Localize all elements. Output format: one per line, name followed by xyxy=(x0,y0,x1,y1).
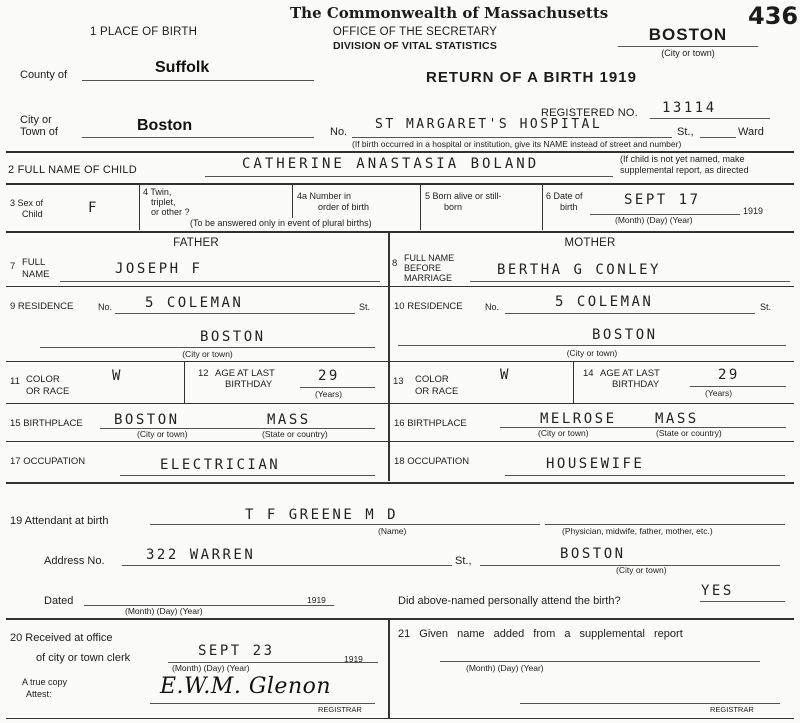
registered-label: REGISTERED NO. xyxy=(541,107,638,119)
mother-res-city-caption: (City or town) xyxy=(566,348,618,358)
registrar-label-left: REGISTRAR xyxy=(318,705,362,714)
mother-age-caption: (Years) xyxy=(705,388,733,398)
true-copy-label: A true copy xyxy=(22,677,68,687)
father-res-city-caption: (City or town) xyxy=(182,349,233,359)
father-age-label-1: AGE AT LAST xyxy=(215,368,275,379)
father-occ-label: 17 OCCUPATION xyxy=(10,456,86,467)
attend-question: Did above-named personally attend the birth? xyxy=(398,595,621,607)
city-town-label-1: City or xyxy=(20,114,52,126)
date-label-2: birth xyxy=(560,202,578,212)
received-label-1: 20 Received at office xyxy=(10,632,113,644)
received-caption: (Month) (Day) (Year) xyxy=(172,663,250,673)
father-bp-state-caption: (State or country) xyxy=(262,429,328,439)
father-name-label-2: NAME xyxy=(22,269,50,280)
mother-res-street: 5 COLEMAN xyxy=(555,294,654,310)
supplemental-label: 21 Given name added from a supplemental report xyxy=(398,628,683,640)
sex-value: F xyxy=(88,200,99,216)
father-age-label-2: BIRTHDAY xyxy=(225,379,273,390)
father-res-no-label: No. xyxy=(98,302,113,312)
office-title: OFFICE OF THE SECRETARY xyxy=(332,26,498,38)
mother-age-label-2: BIRTHDAY xyxy=(612,379,660,390)
page-number: 436 xyxy=(748,2,799,30)
registrar-label-right: REGISTRAR xyxy=(710,705,754,714)
mother-color-label-2: OR RACE xyxy=(415,386,459,397)
born-label-2: born xyxy=(444,202,463,212)
father-bp-label: 15 BIRTHPLACE xyxy=(10,418,83,429)
child-note-1: (If child is not yet named, make xyxy=(620,154,745,164)
received-value: SEPT 23 xyxy=(198,643,275,659)
father-occ-value: ELECTRICIAN xyxy=(160,457,281,473)
twin-label-3: or other ? xyxy=(151,207,190,217)
address-ward-label: Ward xyxy=(738,126,764,138)
father-color-label-2: OR RACE xyxy=(26,386,70,397)
mother-color-num: 13 xyxy=(393,376,404,387)
attendant-name-caption: (Name) xyxy=(378,526,407,536)
dated-caption: (Month) (Day) (Year) xyxy=(125,606,203,616)
attendant-label: 19 Attendant at birth xyxy=(10,515,109,527)
father-color-num: 11 xyxy=(10,376,20,387)
attendant-type-caption: (Physician, midwife, father, mother, etc.) xyxy=(562,526,713,536)
father-age-caption: (Years) xyxy=(315,389,343,399)
received-year: 1919 xyxy=(344,654,363,664)
sex-label-1: 3 Sex of xyxy=(10,198,44,208)
registered-value: 13114 xyxy=(662,100,717,116)
return-title: RETURN OF A BIRTH 1919 xyxy=(426,69,637,86)
attendant-address-label: Address No. xyxy=(44,555,105,567)
order-label-1: 4a Number in xyxy=(297,191,352,201)
child-name-label: 2 FULL NAME OF CHILD xyxy=(8,164,137,176)
mother-res-no-label: No. xyxy=(485,302,500,312)
mother-age-value: 29 xyxy=(718,367,740,383)
mother-age-num: 14 xyxy=(583,368,594,379)
commonwealth-title: The Commonwealth of Massachusetts xyxy=(290,4,609,22)
born-label-1: 5 Born alive or still- xyxy=(425,191,502,201)
mother-occ-value: HOUSEWIFE xyxy=(546,456,645,472)
twin-label-1: 4 Twin, xyxy=(143,187,172,197)
county-label: County of xyxy=(20,69,68,81)
father-age-num: 12 xyxy=(198,368,209,379)
child-name-value: CATHERINE ANASTASIA BOLAND xyxy=(242,156,540,172)
supplemental-caption: (Month) (Day) (Year) xyxy=(466,663,544,673)
father-res-label: 9 RESIDENCE xyxy=(10,301,74,312)
father-res-st-label: St. xyxy=(359,302,371,312)
division-title: DIVISION OF VITAL STATISTICS xyxy=(332,40,498,52)
plural-note: (To be answered only in event of plural births) xyxy=(190,218,372,228)
order-label-2: order of birth xyxy=(318,202,370,212)
city-town-label-2: Town of xyxy=(20,126,58,138)
address-no-label: No. xyxy=(330,126,348,138)
father-color-value: W xyxy=(112,368,123,384)
mother-bp-state: MASS xyxy=(655,411,699,427)
attendant-address-value: 322 WARREN xyxy=(146,547,256,563)
mother-color-value: W xyxy=(500,367,511,383)
mother-bp-city: MELROSE xyxy=(540,411,617,427)
mother-age-label-1: AGE AT LAST xyxy=(600,368,660,379)
date-caption: (Month) (Day) (Year) xyxy=(615,215,693,225)
father-res-street: 5 COLEMAN xyxy=(145,295,244,311)
place-of-birth-label: 1 PLACE OF BIRTH xyxy=(90,26,198,38)
mother-occ-label: 18 OCCUPATION xyxy=(394,456,470,467)
received-label-2: of city or town clerk xyxy=(36,652,131,664)
date-value: SEPT 17 xyxy=(624,192,701,208)
registrar-signature: E.W.M. Glenon xyxy=(160,674,332,699)
father-bp-state: MASS xyxy=(267,412,311,428)
mother-name-label-1: FULL NAME xyxy=(404,253,455,263)
sex-label-2: Child xyxy=(22,209,43,219)
birth-city-value: BOSTON xyxy=(648,25,728,44)
mother-name-label-3: MARRIAGE xyxy=(404,273,453,283)
mother-color-label-1: COLOR xyxy=(415,374,449,385)
twin-label-2: triplet, xyxy=(151,197,176,207)
mother-heading: MOTHER xyxy=(564,237,616,249)
city-town-value: Boston xyxy=(137,117,193,134)
mother-bp-city-caption: (City or town) xyxy=(538,428,589,438)
father-heading: FATHER xyxy=(173,237,219,249)
father-name-label-1: FULL xyxy=(22,257,46,268)
dated-year: 1919 xyxy=(307,595,326,605)
dated-label: Dated xyxy=(44,595,74,607)
address-st-label: St., xyxy=(677,126,694,138)
father-color-label-1: COLOR xyxy=(26,374,60,385)
mother-name-label-2: BEFORE xyxy=(404,263,442,273)
mother-bp-label: 16 BIRTHPLACE xyxy=(394,418,467,429)
hospital-note: (If birth occurred in a hospital or institution, give its NAME instead of street and number) xyxy=(352,139,682,149)
attend-value: YES xyxy=(701,583,734,599)
mother-res-city: BOSTON xyxy=(592,327,658,343)
mother-res-label: 10 RESIDENCE xyxy=(394,301,463,312)
attest-label: Attest: xyxy=(26,689,52,699)
attendant-value: T F GREENE M D xyxy=(245,507,399,523)
birth-city-caption: (City or town) xyxy=(661,48,715,58)
county-value: Suffolk xyxy=(155,59,210,76)
mother-res-st-label: St. xyxy=(760,302,772,312)
attendant-st-label: St., xyxy=(455,555,472,567)
attendant-city-value: BOSTON xyxy=(560,546,626,562)
date-label-1: 6 Date of xyxy=(546,191,583,201)
father-age-value: 29 xyxy=(318,368,340,384)
attendant-city-caption: (City or town) xyxy=(616,565,667,575)
father-name-value: JOSEPH F xyxy=(115,261,203,277)
mother-name-num: 8 xyxy=(392,258,398,269)
mother-name-value: BERTHA G CONLEY xyxy=(497,262,661,278)
address-value: ST MARGARET'S HOSPITAL xyxy=(375,117,603,132)
father-res-city: BOSTON xyxy=(200,329,266,345)
mother-bp-state-caption: (State or country) xyxy=(656,428,722,438)
date-year: 1919 xyxy=(743,206,764,216)
father-name-num: 7 xyxy=(10,261,16,272)
father-bp-city: BOSTON xyxy=(114,412,180,428)
child-note-2: supplemental report, as directed xyxy=(620,165,749,175)
father-bp-city-caption: (City or town) xyxy=(137,429,188,439)
